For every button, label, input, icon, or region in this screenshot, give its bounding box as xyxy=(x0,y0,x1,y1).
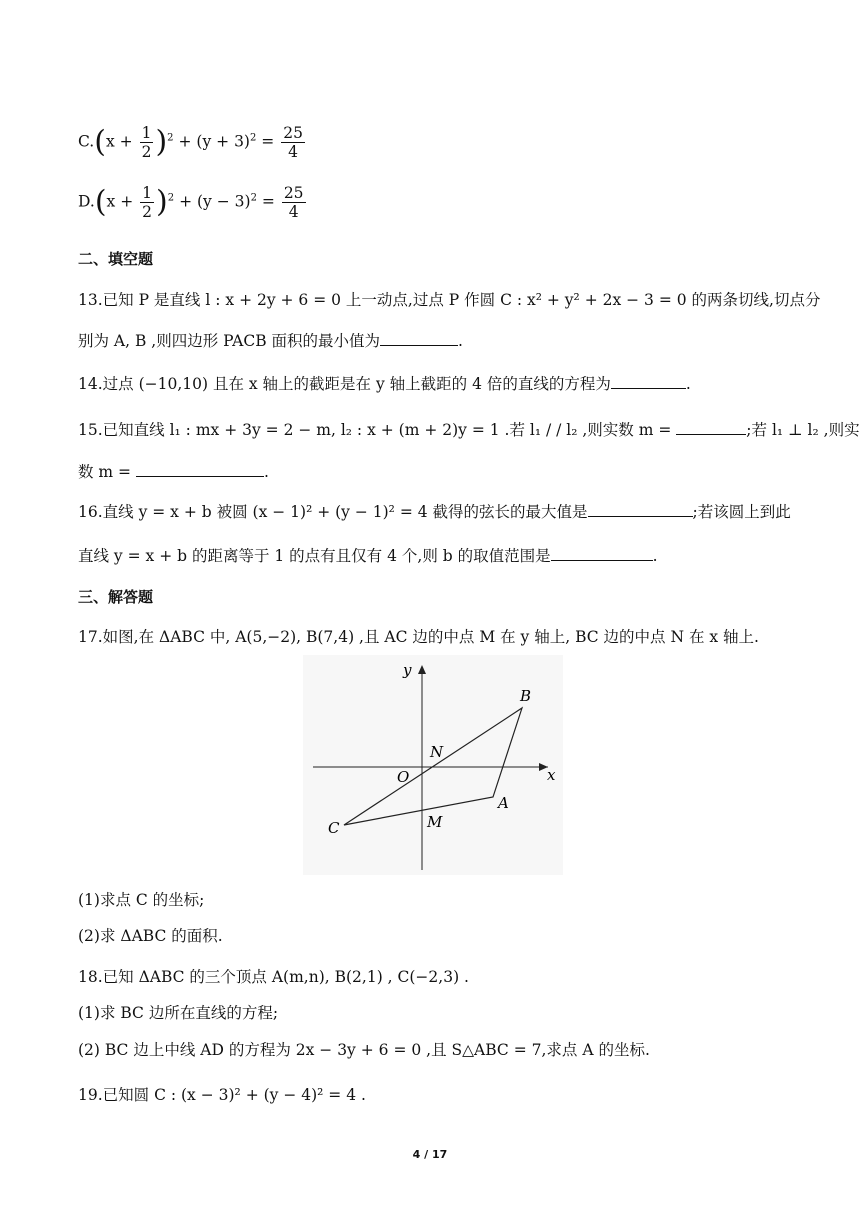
answer-blank[interactable] xyxy=(551,546,653,561)
question-18-part-2: (2) BC 边上中线 AD 的方程为 2x − 3y + 6 = 0 ,且 S△ABC = 7,求点 A 的坐标. xyxy=(78,1041,650,1059)
page-number: 4 / 17 xyxy=(412,1148,448,1161)
point-n-label: N xyxy=(430,743,444,761)
question-16-line-1: 16.直线 y = x + b 被圆 (x − 1)² + (y − 1)² = 4 截得的弦长的最大值是 ;若该圆上到此 xyxy=(78,503,791,521)
origin-label: O xyxy=(397,768,410,786)
option-d: D.(x + $\frac{1}{2}$ )$^2 + (y - 3)^2$ = $\frac{25}{4}$ xyxy=(78,184,304,221)
question-18: 18.已知 ΔABC 的三个顶点 A(m,n), B(2,1) , C(−2,3) . xyxy=(78,968,469,986)
section-heading-solutions: 三、解答题 xyxy=(78,588,154,606)
y-axis-label: y xyxy=(403,661,412,679)
answer-blank[interactable] xyxy=(676,420,746,435)
point-b-label: B xyxy=(520,687,532,705)
option-c-label: C. xyxy=(78,132,95,151)
section-heading-fill-in: 二、填空题 xyxy=(78,250,154,268)
fraction-25-4: $\frac{25}{4}$ xyxy=(283,184,304,221)
fraction-half: $\frac{1}{2}$ xyxy=(141,124,152,161)
fraction-half: $\frac{1}{2}$ xyxy=(142,184,153,221)
answer-blank[interactable] xyxy=(588,502,693,517)
question-16-line-2: 直线 y = x + b 的距离等于 1 的点有且仅有 4 个,则 b 的取值范围是 . xyxy=(78,547,658,565)
question-13-line-1: 13.已知 P 是直线 l : x + 2y + 6 = 0 上一动点,过点 P 作圆 C : x² + y² + 2x − 3 = 0 的两条切线,切点分 xyxy=(78,291,821,309)
question-15-line-1: 15.已知直线 l₁ : mx + 3y = 2 − m, l₂ : x + (m + 2)y = 1 .若 l₁ / / l₂ ,则实数 m = ;若 l₁ ⊥ l₂ ,则实 xyxy=(78,421,860,439)
option-d-y-term: (y − 3) xyxy=(197,192,251,211)
point-c-label: C xyxy=(328,819,340,837)
fraction-25-4: $\frac{25}{4}$ xyxy=(283,124,303,161)
answer-blank[interactable] xyxy=(136,462,264,477)
question-14: 14.过点 (−10,10) 且在 x 轴上的截距是在 y 轴上截距的 4 倍的直线的方程为 . xyxy=(78,375,691,393)
point-a-label: A xyxy=(498,794,509,812)
question-13-line-2: 别为 A, B ,则四边形 PACB 面积的最小值为 . xyxy=(78,332,463,350)
question-17-part-2: (2)求 ΔABC 的面积. xyxy=(78,927,223,945)
answer-blank[interactable] xyxy=(611,374,686,389)
question-18-part-1: (1)求 BC 边所在直线的方程; xyxy=(78,1004,279,1022)
question-19: 19.已知圆 C : (x − 3)² + (y − 4)² = 4 . xyxy=(78,1086,366,1104)
question-15-line-2: 数 m = . xyxy=(78,463,269,481)
question-17-part-1: (1)求点 C 的坐标; xyxy=(78,891,205,909)
x-axis-label: x xyxy=(547,766,556,784)
answer-blank[interactable] xyxy=(380,331,458,346)
triangle-figure xyxy=(303,655,563,875)
option-c-y-term: (y + 3) xyxy=(196,132,250,151)
option-c: C.(x + $\frac{1}{2}$ )$^2 + (y + 3)^2$ = $\frac{25}{4}$ xyxy=(78,124,303,161)
question-17: 17.如图,在 ΔABC 中, A(5,−2), B(7,4) ,且 AC 边的中点 M 在 y 轴上, BC 边的中点 N 在 x 轴上. xyxy=(78,628,759,646)
option-d-label: D. xyxy=(78,192,95,211)
point-m-label: M xyxy=(427,813,443,831)
